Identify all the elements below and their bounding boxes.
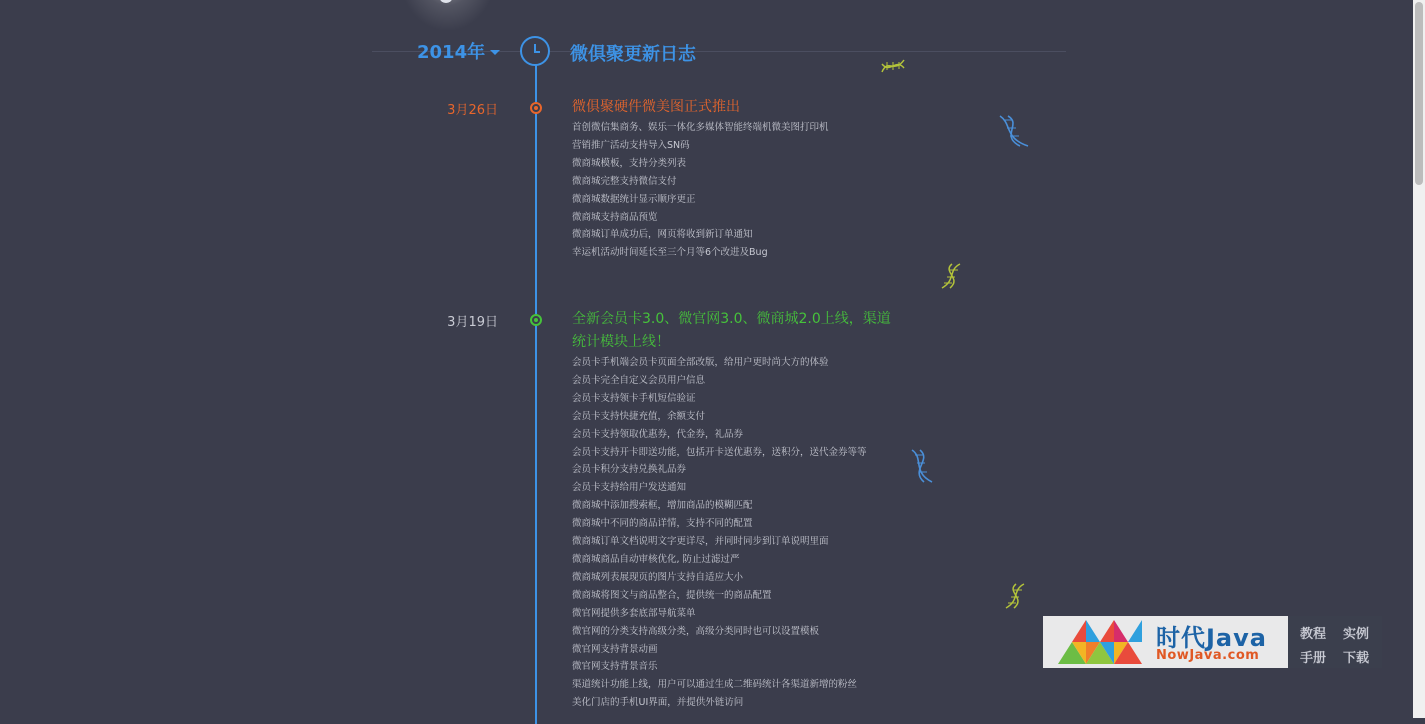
list-item: 微商城将图文与商品整合，提供统一的商品配置	[572, 589, 772, 601]
chevron-down-icon[interactable]	[490, 50, 500, 55]
entry-headline-2-line1: 全新会员卡3.0、微官网3.0、微商城2.0上线，渠道	[572, 311, 891, 327]
list-item: 微官网的分类支持高级分类，高级分类同时也可以设置模板	[572, 625, 820, 637]
list-item: 微商城商品自动审核优化, 防止过滤过严	[572, 553, 740, 565]
list-item: 微商城数据统计显示顺序更正	[572, 193, 696, 205]
dna-helix-icon	[998, 114, 1030, 148]
entry-list-1	[572, 119, 829, 262]
watermark-link-examples[interactable]: 实例	[1343, 627, 1370, 642]
dna-helix-icon	[880, 56, 906, 76]
year-selector[interactable]: 2014年	[417, 42, 486, 63]
clock-icon	[520, 36, 550, 66]
list-item: 营销推广活动支持导入SN码	[572, 139, 690, 151]
list-item: 美化门店的手机UI界面，并提供外链访问	[572, 697, 744, 709]
list-item: 微官网提供多套底部导航菜单	[572, 607, 696, 619]
list-item: 会员卡积分支持兑换礼品券	[572, 464, 687, 476]
watermark-brand-zh: 时代Java	[1156, 624, 1267, 652]
scrollbar-thumb[interactable]	[1415, 2, 1423, 185]
dna-helix-icon	[1002, 582, 1028, 610]
list-item: 微商城模板，支持分类列表	[572, 157, 687, 169]
timeline-dot-1	[530, 102, 542, 114]
list-item: 会员卡支持给用户发送通知	[572, 482, 687, 494]
list-item: 会员卡手机端会员卡页面全部改版，给用户更时尚大方的体验	[572, 357, 829, 368]
list-item: 微商城支持商品预览	[572, 211, 658, 223]
vertical-scrollbar[interactable]	[1413, 0, 1425, 718]
spotlight-glow	[400, 0, 495, 30]
entry-headline-2-line2: 统计模块上线！	[572, 334, 670, 350]
list-item: 微商城中添加搜索框，增加商品的模糊匹配	[572, 500, 753, 512]
list-item: 幸运机活动时间延长至三个月等6个改进及Bug	[572, 247, 768, 259]
watermark-link-manual[interactable]: 手册	[1300, 651, 1327, 666]
dna-helix-icon	[908, 448, 936, 484]
watermark-link-tutorial[interactable]: 教程	[1300, 627, 1327, 642]
list-item: 微官网支持背景动画	[572, 643, 658, 655]
list-item: 会员卡支持快捷充值，余额支付	[572, 410, 706, 422]
entry-date-1: 3月26日	[447, 103, 498, 118]
entry-date-2: 3月19日	[447, 315, 498, 330]
list-item: 会员卡完全自定义会员用户信息	[572, 374, 706, 386]
watermark-brand-en: NowJava.com	[1156, 648, 1260, 663]
list-item: 会员卡支持领取优惠券，代金券，礼品券	[572, 428, 744, 440]
entry-headline-1: 微俱聚硬件微美图正式推出	[572, 99, 740, 115]
timeline-axis	[535, 64, 537, 724]
watermark-link-download[interactable]: 下载	[1343, 651, 1370, 666]
list-item: 微商城订单文档说明文字更详尽，并同时同步到订单说明里面	[572, 536, 829, 548]
list-item: 微官网支持背景音乐	[572, 661, 658, 673]
list-item: 微商城列表展现页的图片支持自适应大小	[572, 571, 744, 583]
page-title: 微俱聚更新日志	[570, 44, 696, 65]
entry-list-2	[572, 354, 867, 712]
dna-helix-icon	[938, 262, 964, 290]
list-item: 会员卡支持开卡即送功能，包括开卡送优惠券，送积分，送代金券等等	[572, 446, 867, 458]
list-item: 微商城中不同的商品详情，支持不同的配置	[572, 518, 753, 530]
list-item: 微商城订单成功后，网页将收到新订单通知	[572, 229, 753, 241]
list-item: 会员卡支持领卡手机短信验证	[572, 392, 696, 404]
entry-headline-2	[572, 308, 891, 354]
timeline-dot-2	[530, 314, 542, 326]
list-item: 首创微信集商务、娱乐一体化多媒体智能终端机微美图打印机	[572, 122, 829, 133]
list-item: 渠道统计功能上线，用户可以通过生成二维码统计各渠道新增的粉丝	[572, 679, 858, 691]
logo-triangles-icon	[1058, 620, 1150, 664]
list-item: 微商城完整支持微信支付	[572, 175, 677, 187]
